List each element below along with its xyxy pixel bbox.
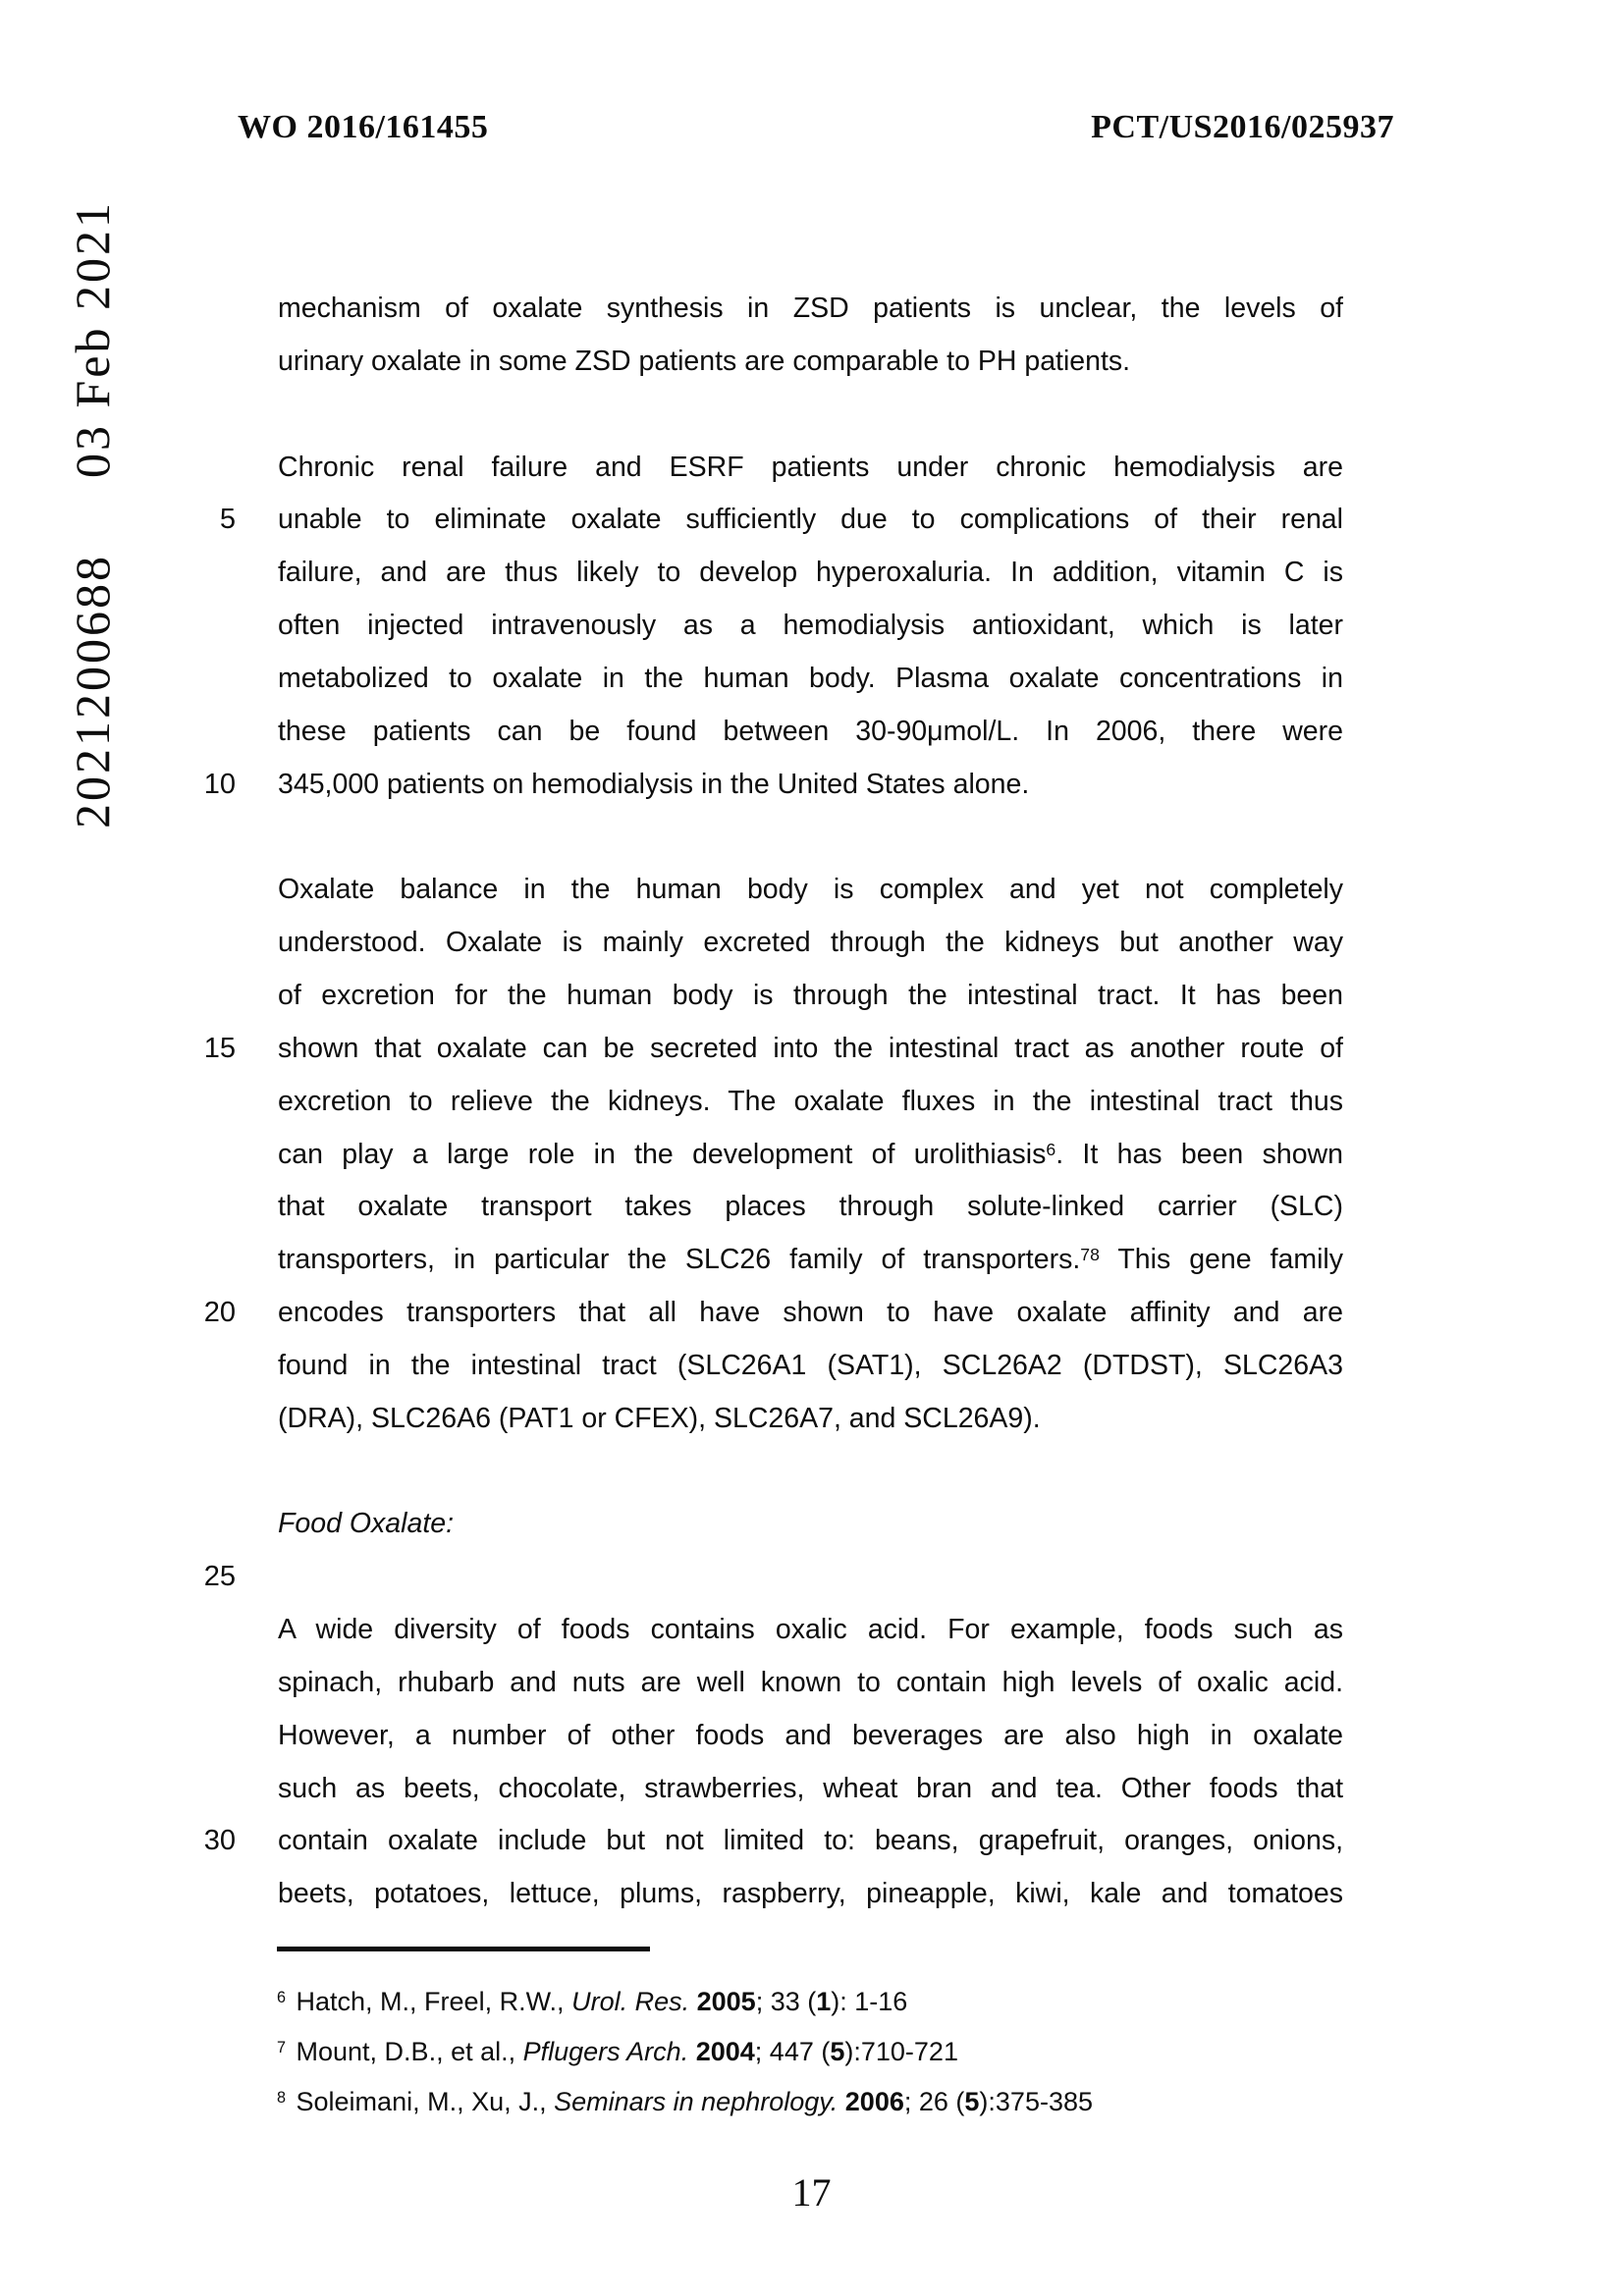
line-number: [200, 442, 236, 495]
body-line: [200, 547, 1343, 600]
line-number: [200, 1498, 236, 1551]
text-segment: ):375-385: [979, 2087, 1094, 2116]
text-segment: Seminars in nephrology.: [554, 2087, 839, 2116]
text-segment: ): 1-16: [831, 1987, 908, 2016]
body-line: [200, 336, 1343, 389]
body-line: [200, 1604, 1343, 1657]
text-segment: Food Oxalate:: [278, 1508, 455, 1540]
text-segment: . It has been shown: [1055, 1138, 1343, 1170]
page-number: 17: [791, 2170, 832, 2215]
line-number: [200, 970, 236, 1023]
text-segment: 5: [830, 2037, 845, 2066]
line-text: [278, 1657, 1343, 1710]
line-text: [278, 1340, 1343, 1393]
body-line: [200, 442, 1343, 495]
body-line: [200, 600, 1343, 653]
body-line: [200, 389, 1343, 442]
line-number: [200, 389, 236, 442]
text-segment: Chronic renal failure and ESRF patients under chronic hemodialysis are: [278, 451, 1343, 483]
line-text: [278, 442, 1343, 495]
body-line: [200, 917, 1343, 970]
line-number: [200, 1129, 236, 1182]
text-segment: 7: [277, 2038, 287, 2056]
sidebar-application-number: 2021200688: [65, 554, 120, 828]
line-number: [200, 1076, 236, 1129]
text-segment: failure, and are thus likely to develop hyperoxaluria. In addition, vitamin C is: [278, 557, 1343, 589]
footnote-separator-rule: [277, 1947, 650, 1951]
text-segment: [689, 1987, 697, 2016]
body-line: [200, 1657, 1343, 1710]
body-line: [200, 811, 1343, 864]
text-segment: Oxalate balance in the human body is complex and yet not completely: [278, 874, 1343, 906]
text-segment: shown that oxalate can be secreted into the intestinal tract as another route of: [278, 1032, 1343, 1064]
line-number: [200, 1181, 236, 1234]
line-number: [200, 706, 236, 759]
publication-number: WO 2016/161455: [238, 109, 489, 145]
line-number: [200, 336, 236, 389]
body-line: [200, 1023, 1343, 1076]
line-number: 15: [203, 1032, 236, 1064]
text-segment: 8: [277, 2088, 287, 2107]
text-segment: these patients can be found between 30-90μmol/L. In 2006, there were: [278, 715, 1343, 747]
line-text: [278, 1076, 1343, 1129]
text-segment: that oxalate transport takes places through solute-linked carrier (SLC): [278, 1191, 1343, 1223]
body-line: [200, 653, 1343, 706]
line-number: [200, 1763, 236, 1816]
body-line: [200, 1551, 1343, 1604]
text-segment: can play a large role in the development of urolithiasis: [278, 1138, 1047, 1170]
body-line: [200, 759, 1343, 812]
body-line: [200, 1710, 1343, 1763]
text-segment: found in the intestinal tract (SLC26A1 (SAT1), SCL26A2 (DTDST), SLC26A3: [278, 1349, 1343, 1381]
line-text: [278, 389, 1343, 442]
line-text: [278, 283, 1343, 336]
line-number: [200, 653, 236, 706]
text-segment: This gene family: [1099, 1244, 1343, 1276]
text-segment: ; 447 (: [754, 2037, 831, 2066]
footnote: [277, 2029, 1343, 2079]
text-segment: ):710-721: [844, 2037, 958, 2066]
text-segment: 5: [964, 2087, 980, 2116]
line-text: [278, 1234, 1343, 1287]
line-number: [200, 283, 236, 336]
line-text: [278, 1604, 1343, 1657]
body-line: [200, 1815, 1343, 1868]
body-line: [200, 970, 1343, 1023]
body-line: [200, 1287, 1343, 1340]
line-text: [278, 811, 1343, 864]
line-number: [200, 1393, 236, 1446]
body-line: [200, 1340, 1343, 1393]
text-segment: excretion to relieve the kidneys. The oxalate fluxes in the intestinal tract thus: [278, 1085, 1343, 1117]
body-line: [200, 1393, 1343, 1446]
text-segment: ; 33 (: [755, 1987, 817, 2016]
text-segment: transporters, in particular the SLC26 family of transporters.: [278, 1244, 1081, 1276]
line-text: [278, 1710, 1343, 1763]
body-line: [200, 1498, 1343, 1551]
text-segment: of excretion for the human body is through the intestinal tract. It has been: [278, 979, 1343, 1011]
body-lines: [200, 283, 1343, 1921]
line-text: [278, 1868, 1343, 1921]
line-number: [200, 864, 236, 917]
text-segment: contain oxalate include but not limited to: beans, grapefruit, oranges, onions,: [278, 1825, 1343, 1857]
text-segment: 78: [1080, 1245, 1100, 1265]
text-segment: 2006: [844, 2087, 904, 2116]
line-number: [200, 600, 236, 653]
line-number: [200, 1340, 236, 1393]
text-segment: metabolized to oxalate in the human body. Plasma oxalate concentrations in: [278, 662, 1343, 694]
line-text: [278, 547, 1343, 600]
text-segment: 6: [277, 1988, 287, 2006]
body-line: [200, 1868, 1343, 1921]
sidebar-filing-stamp: [63, 200, 122, 828]
text-segment: Mount, D.B., et al.,: [289, 2037, 523, 2066]
body-line: [200, 706, 1343, 759]
text-segment: spinach, rhubarb and nuts are well known to contain high levels of oxalic acid.: [278, 1666, 1343, 1698]
text-segment: Hatch, M., Freel, R.W.,: [289, 1987, 572, 2016]
text-segment: 2005: [696, 1987, 756, 2016]
text-segment: understood. Oxalate is mainly excreted through the kidneys but another way: [278, 927, 1343, 959]
sidebar-filing-date: 03 Feb 2021: [65, 200, 120, 478]
text-segment: (DRA), SLC26A6 (PAT1 or CFEX), SLC26A7, and SCL26A9).: [278, 1402, 1041, 1434]
body-line: [200, 1446, 1343, 1499]
line-text: [278, 1129, 1343, 1182]
line-number: [200, 811, 236, 864]
line-text: [278, 917, 1343, 970]
text-segment: 1: [816, 1987, 832, 2016]
pct-application-number: PCT/US2016/025937: [1091, 109, 1394, 145]
line-number: [200, 917, 236, 970]
line-text: [278, 1551, 1343, 1604]
line-number: 10: [203, 768, 236, 800]
text-segment: urinary oxalate in some ZSD patients are comparable to PH patients.: [278, 345, 1131, 377]
line-number: [200, 547, 236, 600]
text-segment: mechanism of oxalate synthesis in ZSD patients is unclear, the levels of: [278, 293, 1343, 324]
line-text: [278, 706, 1343, 759]
line-text: [278, 1023, 1343, 1076]
text-segment: 2004: [695, 2037, 755, 2066]
text-segment: unable to eliminate oxalate sufficiently due to complications of their renal: [278, 504, 1343, 536]
text-segment: often injected intravenously as a hemodialysis antioxidant, which is later: [278, 610, 1343, 642]
text-segment: 6: [1046, 1139, 1056, 1159]
line-text: [278, 759, 1343, 812]
text-segment: [838, 2087, 845, 2116]
body-line: [200, 1763, 1343, 1816]
body-line: [200, 1181, 1343, 1234]
body-line: [200, 1129, 1343, 1182]
line-number: [200, 1446, 236, 1499]
line-number: 20: [203, 1297, 236, 1329]
line-number: [200, 1710, 236, 1763]
line-number: [200, 1868, 236, 1921]
text-segment: However, a number of other foods and beverages are also high in oxalate: [278, 1719, 1343, 1751]
line-number: 30: [203, 1825, 236, 1857]
line-text: [278, 600, 1343, 653]
body-line: [200, 1076, 1343, 1129]
line-number: [200, 1604, 236, 1657]
line-text: [278, 336, 1343, 389]
text-segment: Soleimani, M., Xu, J.,: [289, 2087, 555, 2116]
text-segment: such as beets, chocolate, strawberries, wheat bran and tea. Other foods that: [278, 1772, 1343, 1804]
body-line: [200, 494, 1343, 547]
line-text: [278, 1763, 1343, 1816]
text-segment: ; 26 (: [903, 2087, 965, 2116]
text-segment: 345,000 patients on hemodialysis in the United States alone.: [278, 768, 1030, 800]
text-segment: beets, potatoes, lettuce, plums, raspberry, pineapple, kiwi, kale and tomatoes: [278, 1878, 1343, 1910]
text-segment: Urol. Res.: [571, 1987, 690, 2016]
line-text: [278, 494, 1343, 547]
line-number: [200, 1234, 236, 1287]
footnote: [277, 1979, 1343, 2029]
line-text: [278, 1446, 1343, 1499]
line-text: [278, 864, 1343, 917]
line-text: [278, 653, 1343, 706]
line-text: [278, 1815, 1343, 1868]
text-segment: Pflugers Arch.: [522, 2037, 689, 2066]
text-segment: encodes transporters that all have shown to have oxalate affinity and are: [278, 1297, 1343, 1329]
line-number: 5: [219, 504, 236, 536]
footnotes: [277, 1979, 1343, 2129]
line-number: 25: [203, 1561, 236, 1593]
text-segment: [688, 2037, 696, 2066]
footnote: [277, 2079, 1343, 2129]
line-text: [278, 1181, 1343, 1234]
line-text: [278, 1287, 1343, 1340]
line-text: [278, 1498, 1343, 1551]
line-number: [200, 1657, 236, 1710]
text-segment: A wide diversity of foods contains oxalic acid. For example, foods such as: [278, 1614, 1343, 1646]
line-text: [278, 970, 1343, 1023]
body-line: [200, 1234, 1343, 1287]
body-line: [200, 864, 1343, 917]
line-text: [278, 1393, 1343, 1446]
body-line: [200, 283, 1343, 336]
